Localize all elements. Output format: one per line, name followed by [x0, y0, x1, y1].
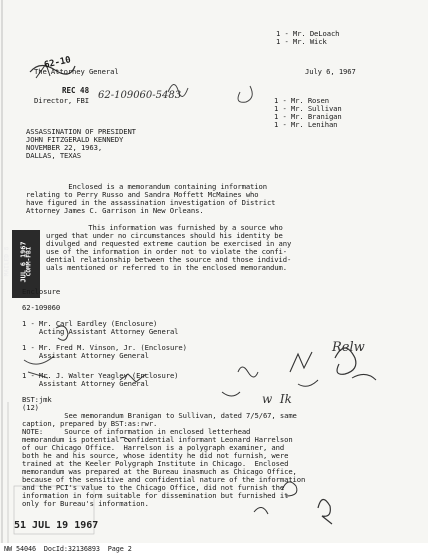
note-line-7: trained at the Keeler Polygraph Institute in Chicago. Enclosed: [22, 459, 289, 468]
reference-number: 62-109060: [22, 303, 61, 312]
para2-line-3: divulged and requested extreme caution be exercised in any: [46, 239, 292, 248]
footer-bar: [0, 543, 428, 555]
cc-yeagley: 1 - Mr. J. Walter Yeagley (Enclosure): [22, 371, 179, 380]
note-line-4: memorandum is potential confidential informant Leonard Harrelson: [22, 435, 293, 444]
typist-initials: BST:jmk: [22, 395, 52, 404]
para2-line-4: use of the information in order not to violate the confi-: [46, 247, 287, 256]
subject-line-3: NOVEMBER 22, 1963,: [26, 143, 103, 152]
routing-lenihan: 1 - Mr. Lenihan: [274, 120, 338, 129]
note-line-5: of our Chicago Office. Harrelson is a polygraph examiner, and: [22, 443, 285, 452]
subject-line-2: JOHN FITZGERALD KENNEDY: [26, 135, 124, 144]
note-line-2: caption, prepared by BST:as:rwr.: [22, 419, 158, 428]
bottom-date-stamp: 51 JUL 19 1967: [14, 520, 99, 531]
note-line-3: NOTE: Source of information in enclosed letterhead: [22, 427, 251, 436]
routing-rosen: 1 - Mr. Rosen: [274, 96, 329, 105]
enclosure-label: Enclosure: [22, 287, 61, 296]
note-line-8: memorandum was prepared at the Bureau inasmuch as Chicago Office,: [22, 467, 297, 476]
para1-line-4: Attorney James C. Garrison in New Orleans.: [26, 206, 204, 215]
routing-deloach: 1 - Mr. DeLoach: [276, 29, 340, 38]
handwritten-notes: w Ik: [262, 392, 292, 406]
note-line-11: information in form suitable for dissemination but furnished it: [22, 491, 289, 500]
received-stamp-line-2: JUL 6 1967: [19, 241, 28, 283]
note-line-6: both he and his source, whose identity he did not furnish, were: [22, 451, 289, 460]
routing-sullivan: 1 - Mr. Sullivan: [274, 104, 342, 113]
footer-doc-id: NW 54046 DocId:32136893 Page 2: [4, 545, 132, 553]
para2-line-1: This information was furnished by a source who: [46, 223, 283, 232]
cc-eardley-title: Acting Assistant Attorney General: [22, 327, 179, 336]
subject-line-1: ASSASSINATION OF PRESIDENT: [26, 127, 136, 136]
addressee: The Attorney General: [34, 67, 119, 76]
copy-count: (12): [22, 403, 39, 412]
handwritten-initials: Relw: [332, 340, 365, 355]
rec-stamp: REC 48: [62, 86, 90, 95]
received-stamp-line-1: MAILED 8: [3, 246, 11, 277]
cc-vinson-title: Assistant Attorney General: [22, 351, 149, 360]
para1-line-1: Enclosed is a memorandum containing information: [26, 182, 267, 191]
note-line-12: only for Bureau's information.: [22, 499, 149, 508]
cc-yeagley-title: Assistant Attorney General: [22, 379, 149, 388]
para2-line-6: uals mentioned or referred to in the enclosed memorandum.: [46, 263, 287, 272]
para1-line-3: have figured in the assassination investigation of District: [26, 198, 276, 207]
routing-branigan: 1 - Mr. Branigan: [274, 112, 342, 121]
cc-vinson: 1 - Mr. Fred M. Vinson, Jr. (Enclosure): [22, 343, 187, 352]
cc-eardley: 1 - Mr. Carl Eardley (Enclosure): [22, 319, 158, 328]
from-line: Director, FBI: [34, 96, 89, 105]
para2-line-5: dential relationship between the source and those individ-: [46, 255, 292, 264]
received-stamp-line-3: COMM-FBI: [25, 246, 33, 277]
routing-wick: 1 - Mr. Wick: [276, 37, 327, 46]
para1-line-2: relating to Perry Russo and Sandra Moffett McMaines who: [26, 190, 259, 199]
subject-line-4: DALLAS, TEXAS: [26, 151, 81, 160]
para2-line-2: urged that under no circumstances should his identity be: [46, 231, 283, 240]
note-line-9: because of the sensitive and confidential nature of the information: [22, 475, 306, 484]
handwritten-file-number: 62-109060-5483: [98, 90, 182, 101]
file-stamp-code: 62-10: [43, 55, 72, 71]
note-line-1: See memorandum Branigan to Sullivan, dated 7/5/67, same: [22, 411, 297, 420]
note-line-10: and the PCI's value to the Chicago Office, did not furnish the: [22, 483, 285, 492]
letter-date: July 6, 1967: [305, 67, 356, 76]
